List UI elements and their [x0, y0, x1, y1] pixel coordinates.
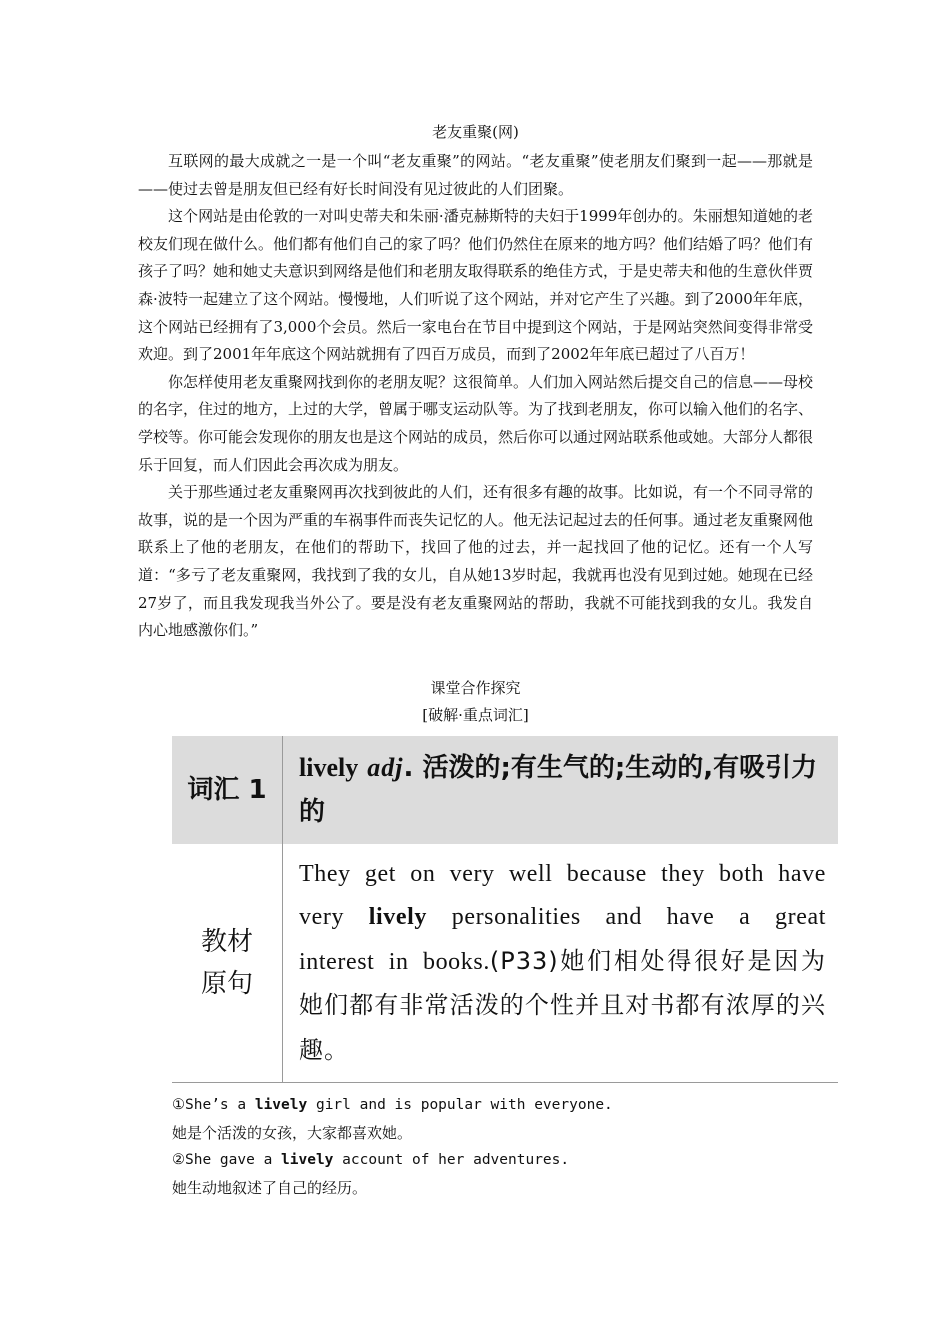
sentence-keyword: lively [368, 904, 428, 931]
example-text: She’s a [185, 1097, 255, 1113]
passage-paragraph: 你怎样使用老友重聚网找到你的老朋友呢？这很简单。人们加入网站然后提交自己的信息——母校的名字，住过的地方，上过的大学，曾属于哪支运动队等。为了找到老朋友，你可以输入他们的名字、学校等。你可能会发现你的朋友也是这个网站的成员，然后你可以通过网站联系他或她。大部分人都很乐于回复，而人们因此会再次成为朋友。 [138, 372, 814, 474]
passage-paragraph: 关于那些通过老友重聚网再次找到彼此的人们，还有很多有趣的故事。比如说，有一个不同寻常的故事，说的是一个因为严重的车祸事件而丧失记忆的人。他无法记起过去的任何事。通过老友重聚网他联系上了他的老朋友，在他们的帮助下，找回了他的过去，并一起找回了他的记忆。还有一个人写道：“多亏了老友重聚网，我找到了我的女儿，自从她13岁时起，我就再也没有见到过她。她现在已经27岁了，而且我发现我当外公了。要是没有老友重聚网站的帮助，我就不可能找到我的女儿。我发自内心地感激你们。” [138, 483, 814, 640]
vocab-table [172, 736, 838, 1083]
vocab-number-label [172, 736, 283, 844]
passage-paragraph: 这个网站是由伦敦的一对叫史蒂夫和朱丽·潘克赫斯特的夫妇于1999年创办的。朱丽想知道她的老校友们现在做什么。他们都有他们自己的家了吗？他们仍然住在原来的地方吗？他们结婚了吗？他们有孩子了吗？她和她丈夫意识到网络是他们和老朋友取得联系的绝佳方式，于是史蒂夫和他的生意伙伴贾森·波特一起建立了这个网站。慢慢地，人们听说了这个网站，并对它产生了兴趣。到了2000年年底，这个网站已经拥有了3,000个会员。然后一家电台在节目中提到这个网站，于是网站突然间变得非常受欢迎。到了2001年年底这个网站就拥有了四百万成员，而到了2002年年底已超过了八百万！ [138, 207, 814, 364]
example-keyword: lively [254, 1097, 308, 1113]
vocab-header-row [172, 736, 838, 844]
passage-paragraph: 互联网的最大成就之一是一个叫“老友重聚”的网站。“老友重聚”使老朋友们聚到一起——那就是——使过去曾是朋友但已经有好长时间没有见过彼此的人们团聚。 [138, 152, 813, 198]
example-sentence [172, 1092, 832, 1120]
definition: . 活泼的;有生气的;生动的,有吸引力的 [299, 753, 818, 827]
vocab-label-prefix: 词汇 [187, 775, 240, 805]
source-sentence-cell [283, 844, 839, 1083]
part-of-speech: adj [367, 753, 404, 782]
passage-title: 老友重聚(网) [432, 123, 519, 141]
source-sentence-label [172, 844, 283, 1083]
passage-body [138, 148, 813, 645]
source-label-line: 原句 [200, 969, 253, 999]
headword: lively [299, 753, 359, 782]
example-translation: 她是个活泼的女孩，大家都喜欢她。 [172, 1123, 413, 1142]
example-text: account of her adventures. [333, 1152, 570, 1169]
section-title: 课堂合作探究 [430, 679, 521, 697]
vocab-headword-cell [283, 736, 839, 844]
example-sentence [172, 1147, 832, 1175]
example-marker: ② [172, 1152, 185, 1169]
example-list [172, 1092, 832, 1202]
sentence-translation: 她们相处得很好是因为她们都有非常活泼的个性并且对书都有浓厚的兴趣。 [299, 946, 827, 1064]
sentence-text: They get on very well because they both have very [299, 860, 826, 931]
vocab-source-row [172, 844, 838, 1083]
example-text: girl and is popular with everyone. [307, 1097, 613, 1113]
sentence-text: personalities and have a great interest in books. [299, 904, 826, 975]
source-label-line: 教材 [200, 927, 253, 957]
example-translation: 她生动地叙述了自己的经历。 [172, 1178, 368, 1197]
section-subtitle: [破解·重点词汇] [422, 706, 529, 724]
example-marker: ① [172, 1097, 185, 1113]
vocab-label-number: 1 [248, 775, 267, 805]
sentence-source: (P33) [489, 946, 559, 975]
example-keyword: lively [281, 1152, 334, 1169]
example-text: She gave a [185, 1152, 282, 1169]
